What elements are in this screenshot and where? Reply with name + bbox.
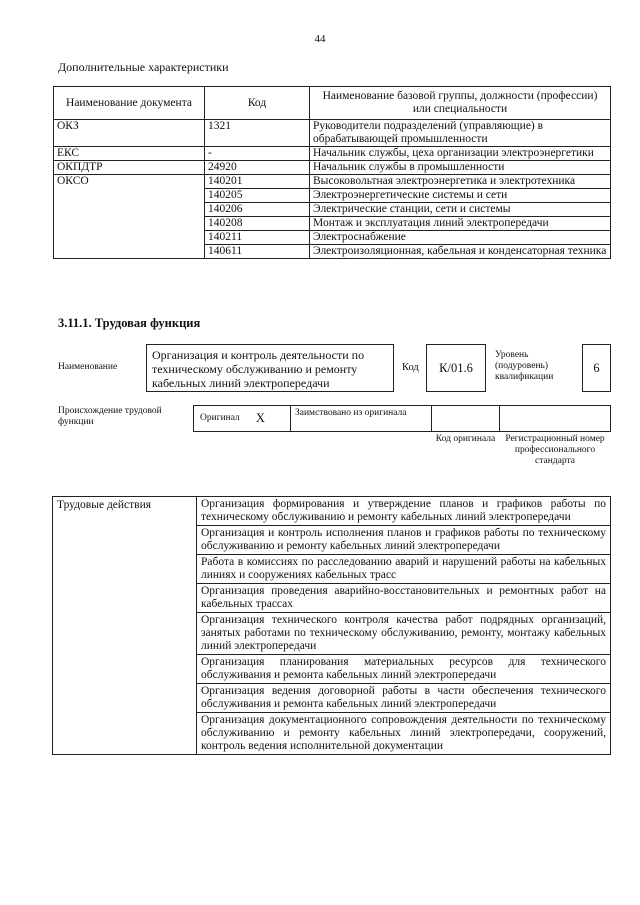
cell-code: 140611	[205, 245, 310, 259]
cell-code: -	[205, 147, 310, 161]
header-code: Код	[205, 87, 310, 120]
cell-code: 140211	[205, 231, 310, 245]
labor-function-heading: 3.11.1. Трудовая функция	[58, 316, 201, 330]
original-cell	[193, 405, 291, 432]
table-row	[54, 120, 611, 147]
cell-code: 140206	[205, 203, 310, 217]
labor-action-item: Работа в комиссиях по расследованию аварий и нарушений работы на кабельных линиях и сооружениях кабельных трасс	[197, 555, 611, 584]
original-code-caption: Код оригинала	[435, 434, 496, 444]
cell-name: Монтаж и эксплуатация линий электропередачи	[310, 217, 611, 231]
cell-name: Электроэнергетические системы и сети	[310, 189, 611, 203]
origin-label: Происхождение трудовой функции	[58, 406, 162, 427]
cell-name: Электроизоляционная, кабельная и конденсаторная техника	[310, 245, 611, 259]
table-row	[54, 175, 611, 189]
qualification-level-box	[582, 344, 611, 392]
labor-action-item: Организация планирования материальных ресурсов для технического обслуживания и ремонта кабельных линий электропередачи	[197, 655, 611, 684]
cell-document: ОКПДТР	[54, 161, 205, 175]
cell-document: ОКЗ	[54, 120, 205, 147]
cell-code: 140208	[205, 217, 310, 231]
labor-function-code: К/01.6	[439, 360, 473, 375]
labor-action-item: Организация ведения договорной работы в части обеспечения технического обслуживания и ремонта кабельных линий электропередачи	[197, 684, 611, 713]
header-group-name: Наименование базовой группы, должности (профессии) или специальности	[310, 87, 611, 120]
labor-function-name-box	[146, 344, 394, 392]
qualification-level: 6	[593, 360, 600, 375]
labor-action-item: Организация технического контроля качества работ подрядных организаций, занятых работами по техническому обслуживанию, ремонту, монтажу кабельных линий электропередачи	[197, 613, 611, 655]
cell-code: 1321	[205, 120, 310, 147]
labor-actions-table	[52, 496, 611, 755]
cell-code: 24920	[205, 161, 310, 175]
cell-code: 140201	[205, 175, 310, 189]
table-row	[54, 147, 611, 161]
original-code-cell	[431, 405, 500, 432]
original-mark: X	[255, 411, 265, 425]
cell-document: ОКСО	[54, 175, 205, 259]
borrowed-label: Заимствовано из оригинала	[295, 408, 407, 418]
cell-document: ЕКС	[54, 147, 205, 161]
code-label: Код	[402, 362, 419, 373]
level-label: Уровень (подуровень) квалификации	[495, 350, 554, 382]
cell-name: Начальник службы в промышленности	[310, 161, 611, 175]
name-label: Наименование	[58, 362, 118, 372]
labor-action-item: Организация формирования и утверждение планов и графиков работы по техническому обслуживанию и ремонту кабельных линий электропередачи	[197, 497, 611, 526]
labor-function-code-box	[426, 344, 486, 392]
characteristics-table	[53, 86, 611, 259]
borrowed-cell	[290, 405, 432, 432]
labor-action-item: Организация проведения аварийно-восстановительных и ремонтных работ на кабельных трассах	[197, 584, 611, 613]
labor-action-item: Организация документационного сопровождения деятельности по техническому обслуживанию и ремонту кабельных линий электропередачи, сооружений, контроль ведения исполнительной документации	[197, 713, 611, 755]
table-row	[54, 161, 611, 175]
cell-name: Руководители подразделений (управляющие) в обрабатывающей промышленности	[310, 120, 611, 147]
original-label: Оригинал	[200, 413, 240, 423]
section-caption: Дополнительные характеристики	[58, 60, 229, 74]
cell-name: Высоковольтная электроэнергетика и электротехника	[310, 175, 611, 189]
labor-actions-label: Трудовые действия	[53, 497, 197, 755]
page-number: 44	[314, 33, 326, 45]
cell-name: Начальник службы, цеха организации электроэнергетики	[310, 147, 611, 161]
labor-function-name: Организация и контроль деятельности по техническому обслуживанию и ремонту кабельных линий электропередачи	[152, 348, 365, 390]
cell-name: Электрические станции, сети и системы	[310, 203, 611, 217]
table-row	[53, 497, 611, 526]
registration-number-caption: Регистрационный номер профессионального стандарта	[505, 434, 605, 466]
registration-number-cell	[499, 405, 611, 432]
header-document: Наименование документа	[54, 87, 205, 120]
cell-name: Электроснабжение	[310, 231, 611, 245]
labor-action-item: Организация и контроль исполнения планов и графиков работы по техническому обслуживанию и ремонту кабельных линий электропередачи	[197, 526, 611, 555]
cell-code: 140205	[205, 189, 310, 203]
characteristics-header-row	[54, 87, 611, 120]
